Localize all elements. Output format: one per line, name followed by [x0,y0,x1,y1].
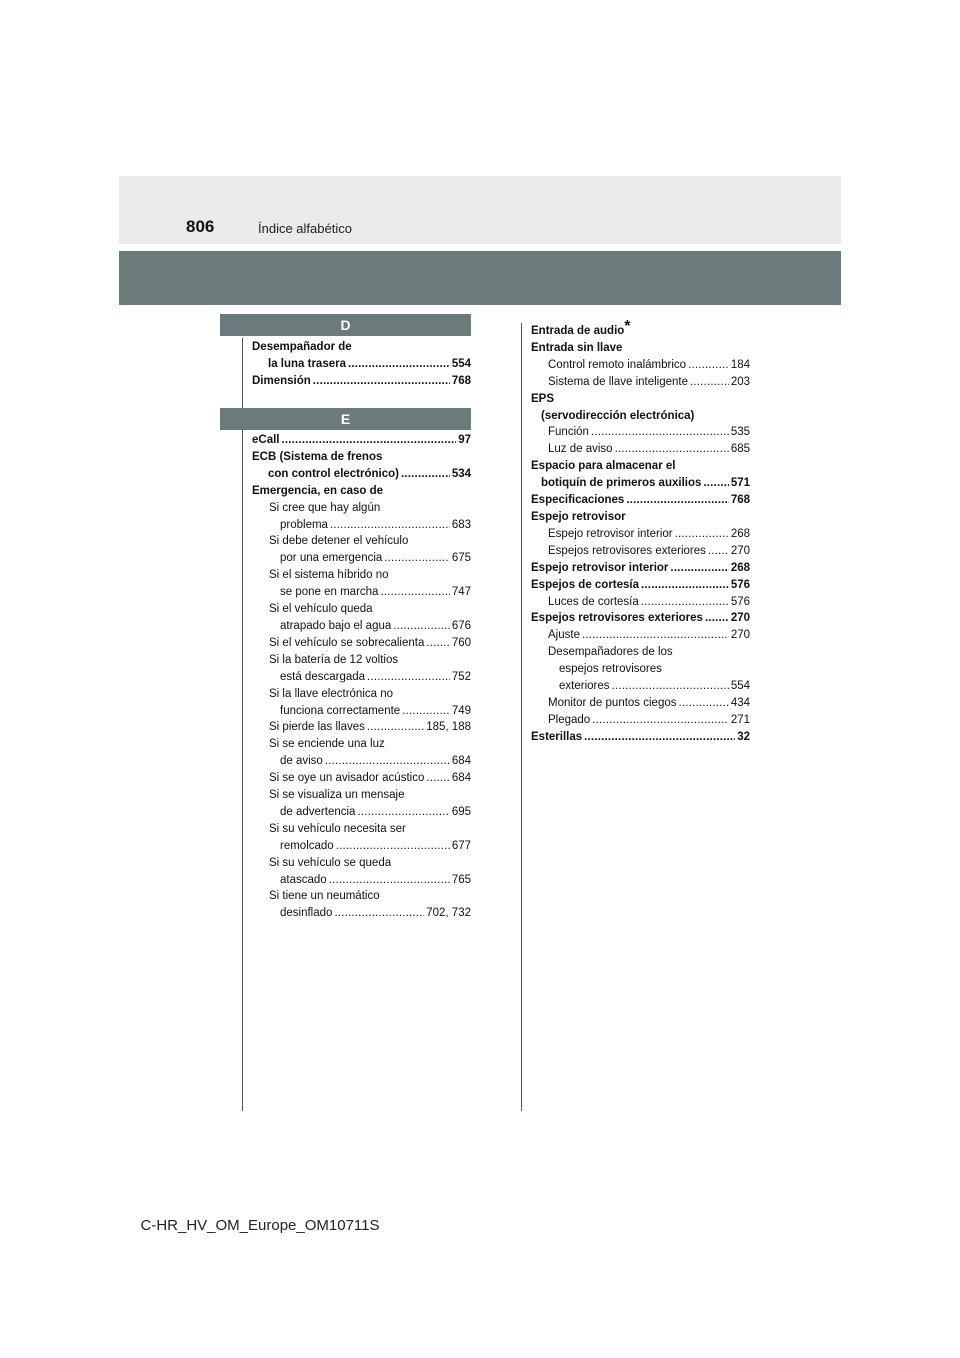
index-entry-text: Esterillas [531,730,583,743]
dot-leader [313,373,450,390]
index-entry-text: Si debe detener el vehículo [269,535,409,548]
page-reference: 535 [730,426,750,439]
page-reference: 270 [730,629,750,642]
index-entry [531,627,750,644]
dot-leader [670,560,728,577]
header-dark-band [119,251,841,305]
index-entry [531,560,750,577]
dot-leader [380,584,449,601]
index-entry-text: Si se oye un avisador acústico [269,772,425,785]
dot-leader [384,550,450,567]
index-entry-text: Espejos de cortesía [531,578,640,591]
page-number: 806 [186,217,215,236]
index-entry [252,618,471,635]
index-entry-text: Monitor de puntos ciegos [548,696,677,709]
index-entry [252,533,471,550]
dot-leader [330,517,450,534]
index-entry [531,594,750,611]
index-entry [252,483,471,500]
dot-leader [402,703,450,720]
index-entry [531,661,750,678]
middle-column-rule [521,323,522,1111]
index-entry [252,888,471,905]
dot-leader [679,695,729,712]
index-entry [252,500,471,517]
dot-leader [582,627,729,644]
index-entry [252,567,471,584]
index-entry [531,441,750,458]
index-entry [252,855,471,872]
index-entry [531,408,750,425]
index-entry-text: Entrada sin llave [531,341,623,354]
dot-leader [329,872,450,889]
index-entry [531,475,750,492]
index-column-right [531,318,750,746]
index-entry [531,374,750,391]
page-reference: 554 [451,357,471,370]
index-entry [252,635,471,652]
index-entry-text: remolcado [280,839,334,852]
dot-leader [584,729,735,746]
index-entry-text: eCall [252,434,280,446]
index-group-e [252,432,471,922]
page-reference: 765 [451,873,471,886]
index-entry [252,770,471,787]
dot-leader [367,719,424,736]
page-reference: 677 [451,839,471,852]
letter-bar-d: D [220,314,471,336]
page-reference: 683 [451,518,471,531]
index-entry-text: Si su vehículo se queda [269,856,392,869]
page-reference: 676 [451,619,471,632]
page-reference: 576 [730,595,750,608]
index-entry-text: atascado [280,873,327,886]
index-entry [531,340,750,357]
dot-leader [591,424,729,441]
index-entry-text: Plegado [548,713,591,726]
page-reference: 684 [451,755,471,768]
index-entry-text: desinflado [280,907,333,920]
index-entry [252,703,471,720]
index-entry-text: la luna trasera [268,357,346,370]
index-entry [531,318,750,340]
index-entry-text: Si pierde las llaves [269,721,365,734]
index-entry [252,339,471,356]
index-entry [531,712,750,729]
index-entry [252,872,471,889]
index-entry-text: Espejo retrovisor [531,510,626,523]
index-entry-text: Luz de aviso [548,443,613,456]
dot-leader [690,374,729,391]
page-reference: 749 [451,704,471,717]
index-entry-text: Emergencia, en caso de [252,484,384,497]
index-entry [252,550,471,567]
document-id: C-HR_HV_OM_Europe_OM10711S [140,1217,380,1234]
index-entry-text: Si el vehículo queda [269,603,373,616]
index-entry-text: se pone en marcha [280,586,379,599]
index-entry-text: Desempañador de [252,341,352,353]
index-entry [252,584,471,601]
dot-leader [325,753,450,770]
dot-leader [393,618,450,635]
page-reference: 702, 732 [426,907,471,920]
page-reference: 571 [730,477,750,490]
dot-leader [282,432,457,449]
index-entry-text: Función [548,426,589,439]
dot-leader [426,635,449,652]
index-entry [531,492,750,509]
dot-leader [626,492,728,509]
index-entry-text: problema [280,518,328,531]
index-entry-text: Si el vehículo se sobrecalienta [269,636,425,649]
page-reference: 97 [458,434,471,446]
index-entry-text: Si se enciende una luz [269,738,385,751]
index-entry [252,719,471,736]
dot-leader [334,905,424,922]
index-entry-text: Ajuste [548,629,580,642]
index-entry [252,753,471,770]
index-entry-text: está descargada [280,670,366,683]
page-reference: 32 [737,730,750,743]
page-reference: 760 [451,636,471,649]
page-reference: 270 [730,544,750,557]
dot-leader [401,466,450,483]
index-entry [531,543,750,560]
index-entry-text: Luces de cortesía [548,595,639,608]
index-entry [531,526,750,543]
index-entry [531,391,750,408]
index-entry-text: de advertencia [280,805,356,818]
index-entry [252,356,471,373]
index-entry-text: espejos retrovisores [559,663,662,676]
index-entry [531,458,750,475]
dot-leader [675,526,729,543]
index-entry-text: Espejo retrovisor interior [531,561,669,574]
index-entry-text: Si cree que hay algún [269,501,381,514]
index-entry [531,644,750,661]
dot-leader [708,543,729,560]
dot-leader [592,712,729,729]
index-entry-text: Dimensión [252,374,311,387]
dot-leader [612,678,729,695]
page-reference: 534 [451,467,471,480]
index-entry-text: Si se visualiza un mensaje [269,789,405,802]
index-entry [531,509,750,526]
page-reference: 434 [730,696,750,709]
page-reference: 184 [730,358,750,371]
page-reference: 695 [451,805,471,818]
index-entry [252,466,471,483]
index-entry-text: EPS [531,392,555,405]
index-entry-text: Entrada de audio [531,325,625,337]
dot-leader [615,441,729,458]
index-entry-text: por una emergencia [280,552,383,565]
page-reference: 675 [451,552,471,565]
index-entry-text: Control remoto inalámbrico [548,358,687,371]
index-entry-text: funciona correctamente [280,704,401,717]
footer [0,1217,960,1234]
letter-bar-e: E [220,408,471,430]
index-entry-text: exteriores [559,680,610,693]
index-entry [252,432,471,449]
index-entry-text: Si tiene un neumático [269,890,380,903]
index-entry [252,804,471,821]
page-reference: 684 [451,772,471,785]
index-entry-text: (servodirección electrónica) [541,409,695,422]
page-reference: 268 [730,527,750,540]
index-entry-text: Si la batería de 12 voltios [269,653,399,666]
header-band [119,176,841,244]
page-reference: 203 [730,375,750,388]
page-reference: 554 [730,680,750,693]
dot-leader [705,610,729,627]
dot-leader [357,804,449,821]
index-entry-text: Especificaciones [531,494,625,507]
index-entry [531,678,750,695]
dot-leader [703,475,728,492]
index-entry [252,905,471,922]
index-entry-text: Desempañadores de los [548,646,673,659]
page-reference: 768 [451,374,471,387]
index-entry [531,577,750,594]
index-entry [252,373,471,390]
index-entry [252,821,471,838]
index-entry [252,669,471,686]
dot-leader [641,594,729,611]
index-entry [252,838,471,855]
dot-leader [348,356,450,373]
index-entry [531,695,750,712]
index-entry-text: atrapado bajo el agua [280,619,392,632]
index-entry-text: Espejos retrovisores exteriores [548,544,706,557]
index-entry-text: Si el sistema híbrido no [269,569,389,582]
index-entry [531,610,750,627]
index-entry [531,424,750,441]
page-reference: 268 [730,561,750,574]
page-reference: 685 [730,443,750,456]
left-column-rule [242,338,243,1111]
page-reference: 768 [730,494,750,507]
section-title: Índice alfabético [258,221,352,236]
page-reference: 576 [730,578,750,591]
dot-leader [367,669,450,686]
index-entry-text: Si la llave electrónica no [269,687,394,700]
index-entry [531,357,750,374]
index-entry-text: ECB (Sistema de frenos [252,450,383,463]
page-reference: 747 [451,586,471,599]
dot-leader [641,577,729,594]
index-entry-text: Si su vehículo necesita ser [269,822,406,835]
index-entry-text: botiquín de primeros auxilios [541,477,702,490]
index-entry-text: Espacio para almacenar el [531,460,676,473]
index-entry-text: con control electrónico) [268,467,399,480]
index-entry-text: de aviso [280,755,323,768]
index-entry [252,787,471,804]
dot-leader [336,838,450,855]
index-entry-text: Sistema de llave inteligente [548,375,688,388]
index-entry [252,517,471,534]
page-reference: 270 [730,612,750,625]
page-reference: 185, 188 [426,721,471,734]
page-reference: 271 [730,713,750,726]
index-entry [531,729,750,746]
index-entry [252,601,471,618]
page-reference: 752 [451,670,471,683]
dot-leader [688,357,729,374]
index-entry-text: Espejo retrovisor interior [548,527,673,540]
index-entry [252,449,471,466]
index-group-d [252,339,471,390]
index-entry [252,652,471,669]
index-entry [252,736,471,753]
footnote-marker: * [624,318,631,335]
index-entry-text: Espejos retrovisores exteriores [531,612,703,625]
dot-leader [426,770,449,787]
index-entry [252,686,471,703]
